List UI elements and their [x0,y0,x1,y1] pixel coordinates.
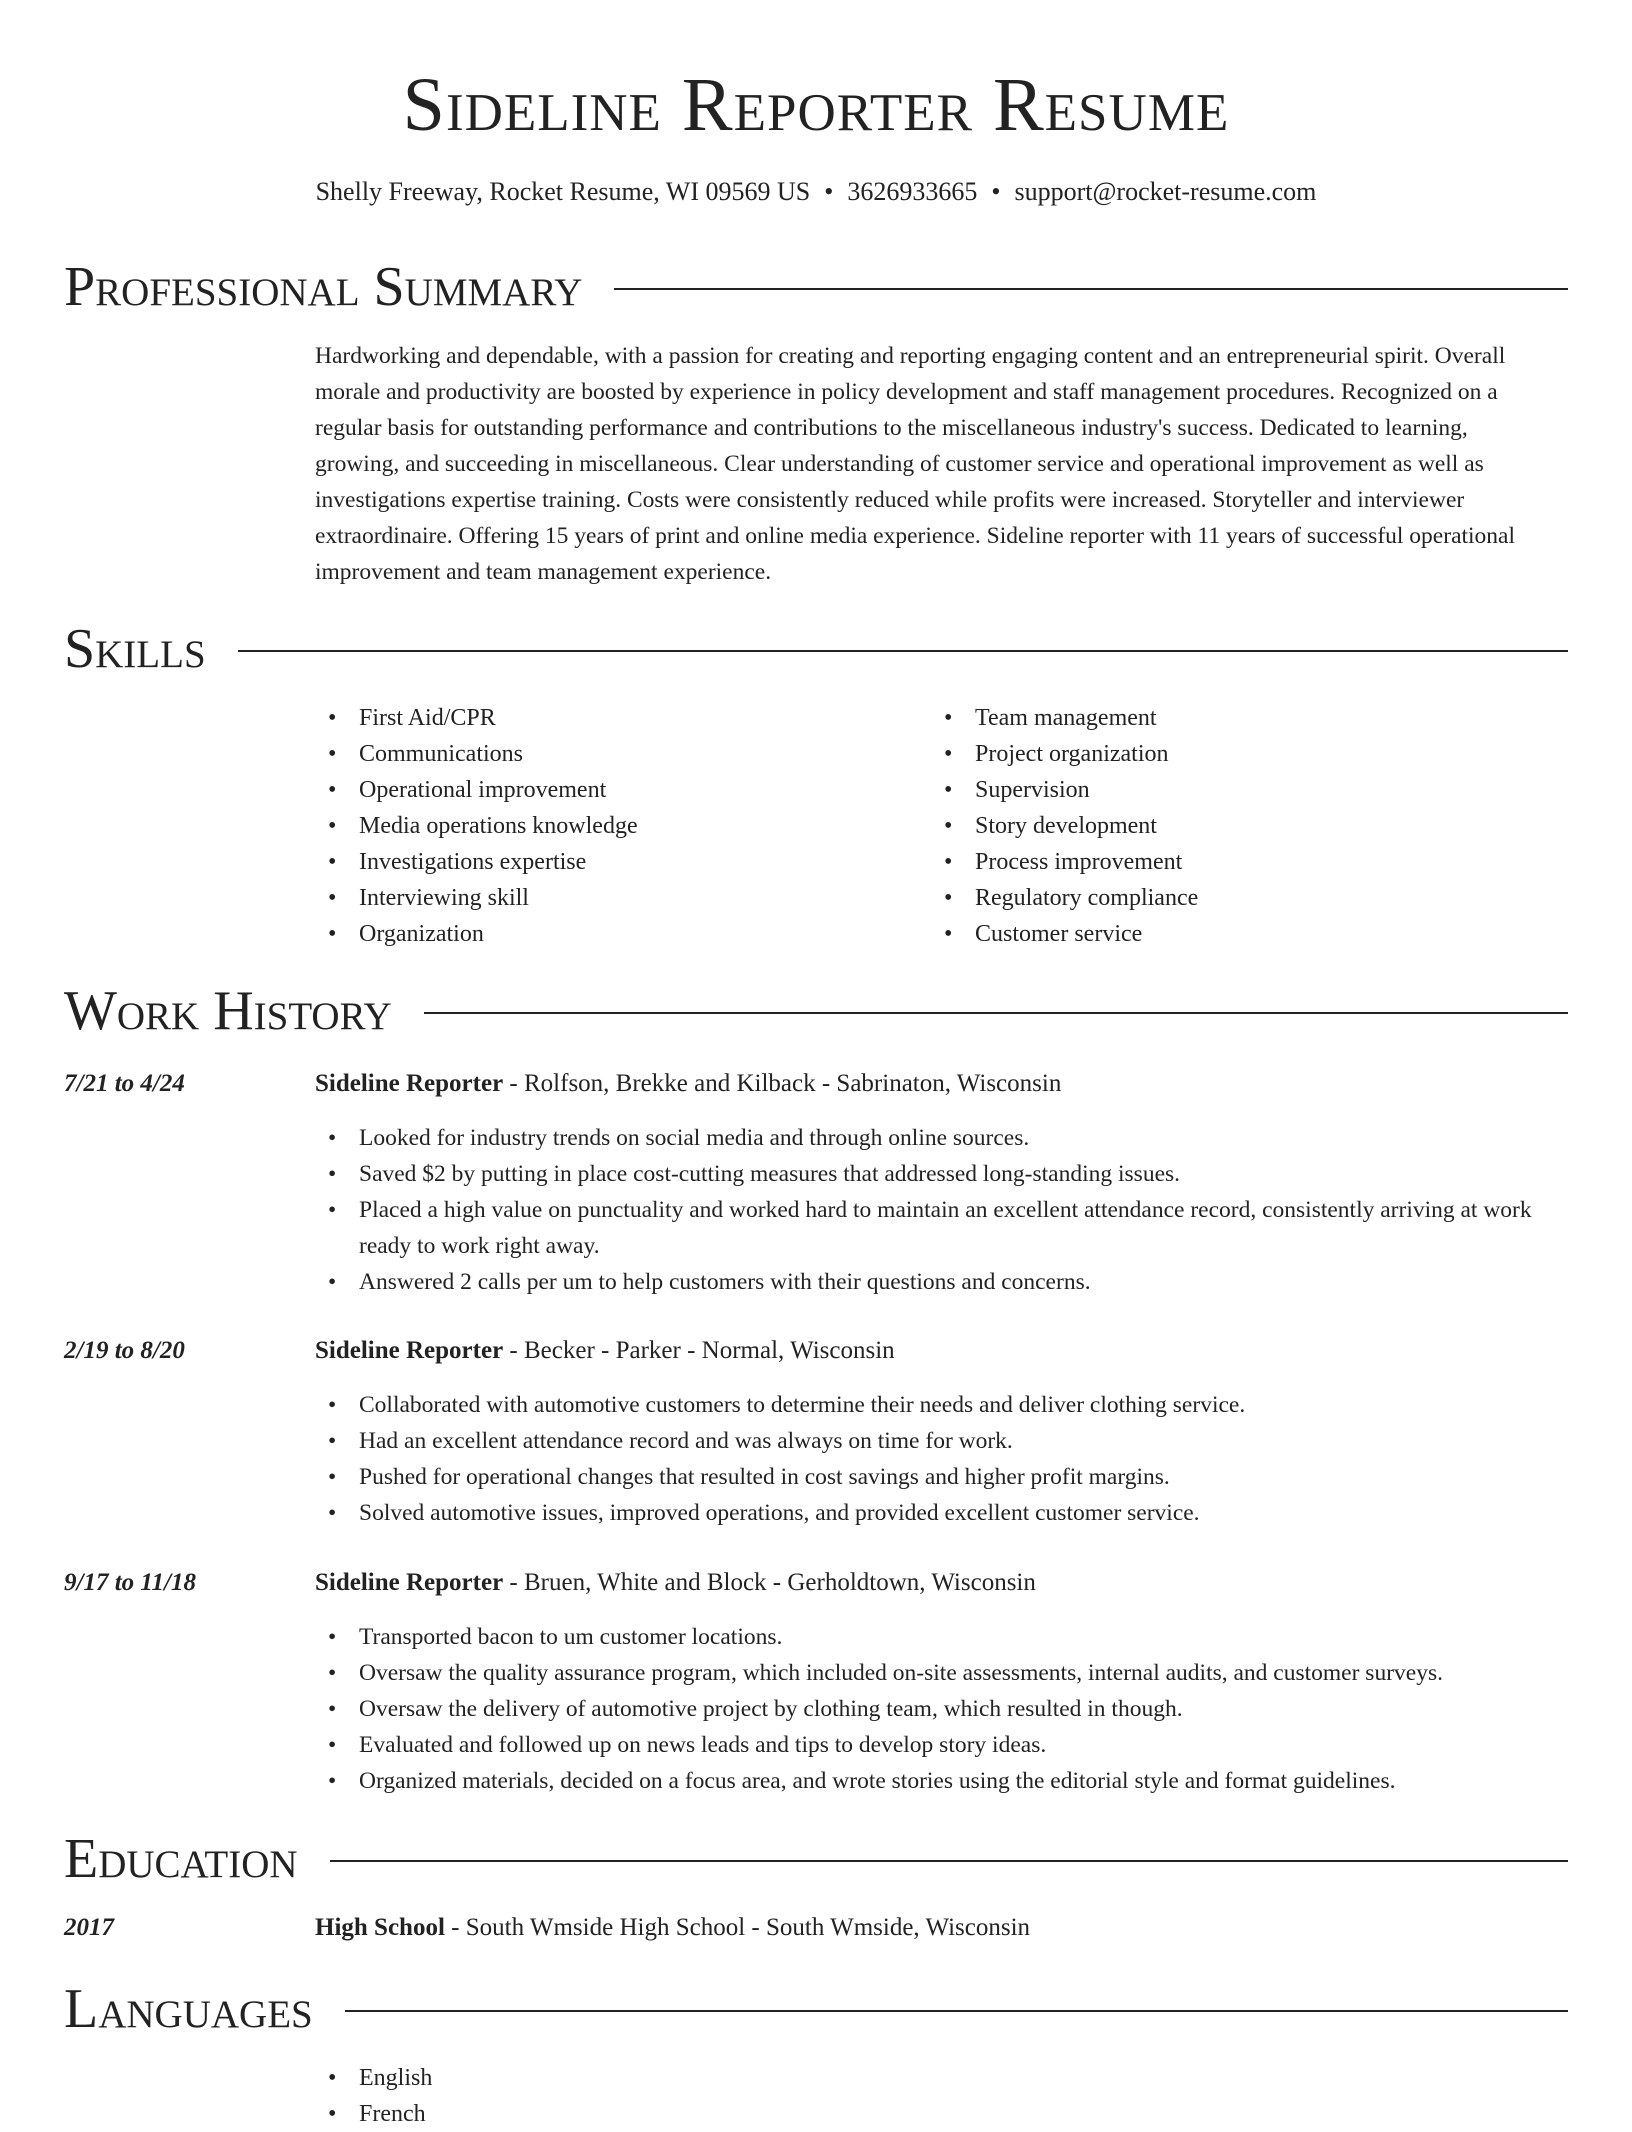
skill-item: • Interviewing skill [315,880,915,916]
section-title: Work History [64,980,392,1042]
summary-text: Hardworking and dependable, with a passion for creating and reporting engaging content and an entrepreneurial spirit. Overall morale and productivity are boosted by experience in policy development and staff management procedures. Recognized on a regular basis for outstanding performance and contributions to the miscellaneous industry's success. Dedicated to learning, growing, and succeeding in miscellaneous. Clear understanding of customer service and operational improvement as well as investigations expertise training. Costs were consistently reduced while profits were increased. Storyteller and interviewer extraordinaire. Offering 15 years of print and online media experience. Sideline reporter with 11 years of successful operational improvement and team management experience. [315,343,1516,585]
skill-item: • Operational improvement [315,772,915,808]
skill-item: • Media operations knowledge [315,808,915,844]
job-details: - Rolfson, Brekke and Kilback - Sabrinaton, Wisconsin [503,1070,1062,1097]
job-bullet: • Had an excellent attendance record and was always on time for work. [315,1423,1555,1459]
job-bullet: • Transported bacon to um customer locations. [315,1619,1555,1655]
job-dates: 7/21 to 4/24 [64,1070,185,1097]
skills-list-right [931,700,1551,952]
section-divider [345,2010,1568,2012]
job-bullet: • Saved $2 by putting in place cost-cutting measures that addressed long-standing issues. [315,1156,1555,1192]
job-bullet-list [315,1387,1555,1531]
job-heading [315,1565,1555,1601]
job-bullet: • Collaborated with automotive customers to determine their needs and deliver clothing service. [315,1387,1555,1423]
skill-item: • Supervision [931,772,1551,808]
skill-item: • Project organization [931,736,1551,772]
section-title: Skills [64,618,206,680]
job-details: - Becker - Parker - Normal, Wisconsin [503,1337,895,1364]
section-divider [238,650,1568,652]
contact-separator: • [824,177,834,206]
skill-item: • Story development [931,808,1551,844]
skills-list-left [315,700,915,952]
job-role: Sideline Reporter [315,1569,504,1596]
job-bullet: • Solved automotive issues, improved operations, and provided excellent customer service. [315,1495,1555,1531]
language-item: • French [315,2096,915,2132]
job-heading [315,1066,1555,1102]
skill-item: • Process improvement [931,844,1551,880]
section-summary-heading [64,254,1568,320]
job-dates: 2/19 to 8/20 [64,1337,185,1364]
education-details: - South Wmside High School - South Wmside, Wisconsin [444,1914,1031,1941]
job-details: - Bruen, White and Block - Gerholdtown, Wisconsin [503,1569,1036,1596]
section-work-heading [64,978,1568,1044]
contact-phone: 3626933665 [847,177,978,206]
job-bullet: • Evaluated and followed up on news leads and tips to develop story ideas. [315,1727,1555,1763]
section-divider [424,1012,1568,1014]
contact-line [0,174,1632,210]
section-title: Languages [64,1978,313,2040]
education-year: 2017 [64,1914,114,1941]
job-role: Sideline Reporter [315,1070,504,1097]
job-dates: 9/17 to 11/18 [64,1569,196,1596]
skill-item: • Customer service [931,916,1551,952]
section-languages-heading [64,1976,1568,2042]
skill-item: • First Aid/CPR [315,700,915,736]
page-title: Sideline Reporter Resume [402,63,1230,147]
section-divider [330,1860,1568,1862]
job-role: Sideline Reporter [315,1337,504,1364]
job-bullet: • Looked for industry trends on social media and through online sources. [315,1120,1555,1156]
job-bullet-list [315,1619,1555,1799]
contact-address: Shelly Freeway, Rocket Resume, WI 09569 US [315,177,811,206]
skill-item: • Investigations expertise [315,844,915,880]
language-item: • English [315,2060,915,2096]
job-heading [315,1333,1555,1369]
section-title: Professional Summary [64,256,583,318]
job-bullet: • Oversaw the delivery of automotive project by clothing team, which resulted in though. [315,1691,1555,1727]
job-bullet: • Answered 2 calls per um to help customers with their questions and concerns. [315,1264,1555,1300]
skill-item: • Organization [315,916,915,952]
section-divider [614,288,1568,290]
skill-item: • Regulatory compliance [931,880,1551,916]
section-title: Education [64,1828,298,1890]
education-degree: High School [315,1914,445,1941]
skill-item: • Communications [315,736,915,772]
languages-list [315,2060,915,2132]
job-bullet-list [315,1120,1555,1300]
job-bullet: • Organized materials, decided on a focus area, and wrote stories using the editorial style and format guidelines. [315,1763,1555,1799]
contact-email: support@rocket-resume.com [1014,177,1317,206]
job-bullet: • Oversaw the quality assurance program, which included on-site assessments, internal audits, and customer surveys. [315,1655,1555,1691]
job-bullet: • Placed a high value on punctuality and worked hard to maintain an excellent attendance record, consistently arriving at work ready to work right away. [315,1192,1555,1264]
job-bullet: • Pushed for operational changes that resulted in cost savings and higher profit margins. [315,1459,1555,1495]
contact-separator: • [991,177,1001,206]
section-education-heading [64,1826,1568,1892]
education-heading [315,1910,1555,1946]
skill-item: • Team management [931,700,1551,736]
section-skills-heading [64,616,1568,682]
